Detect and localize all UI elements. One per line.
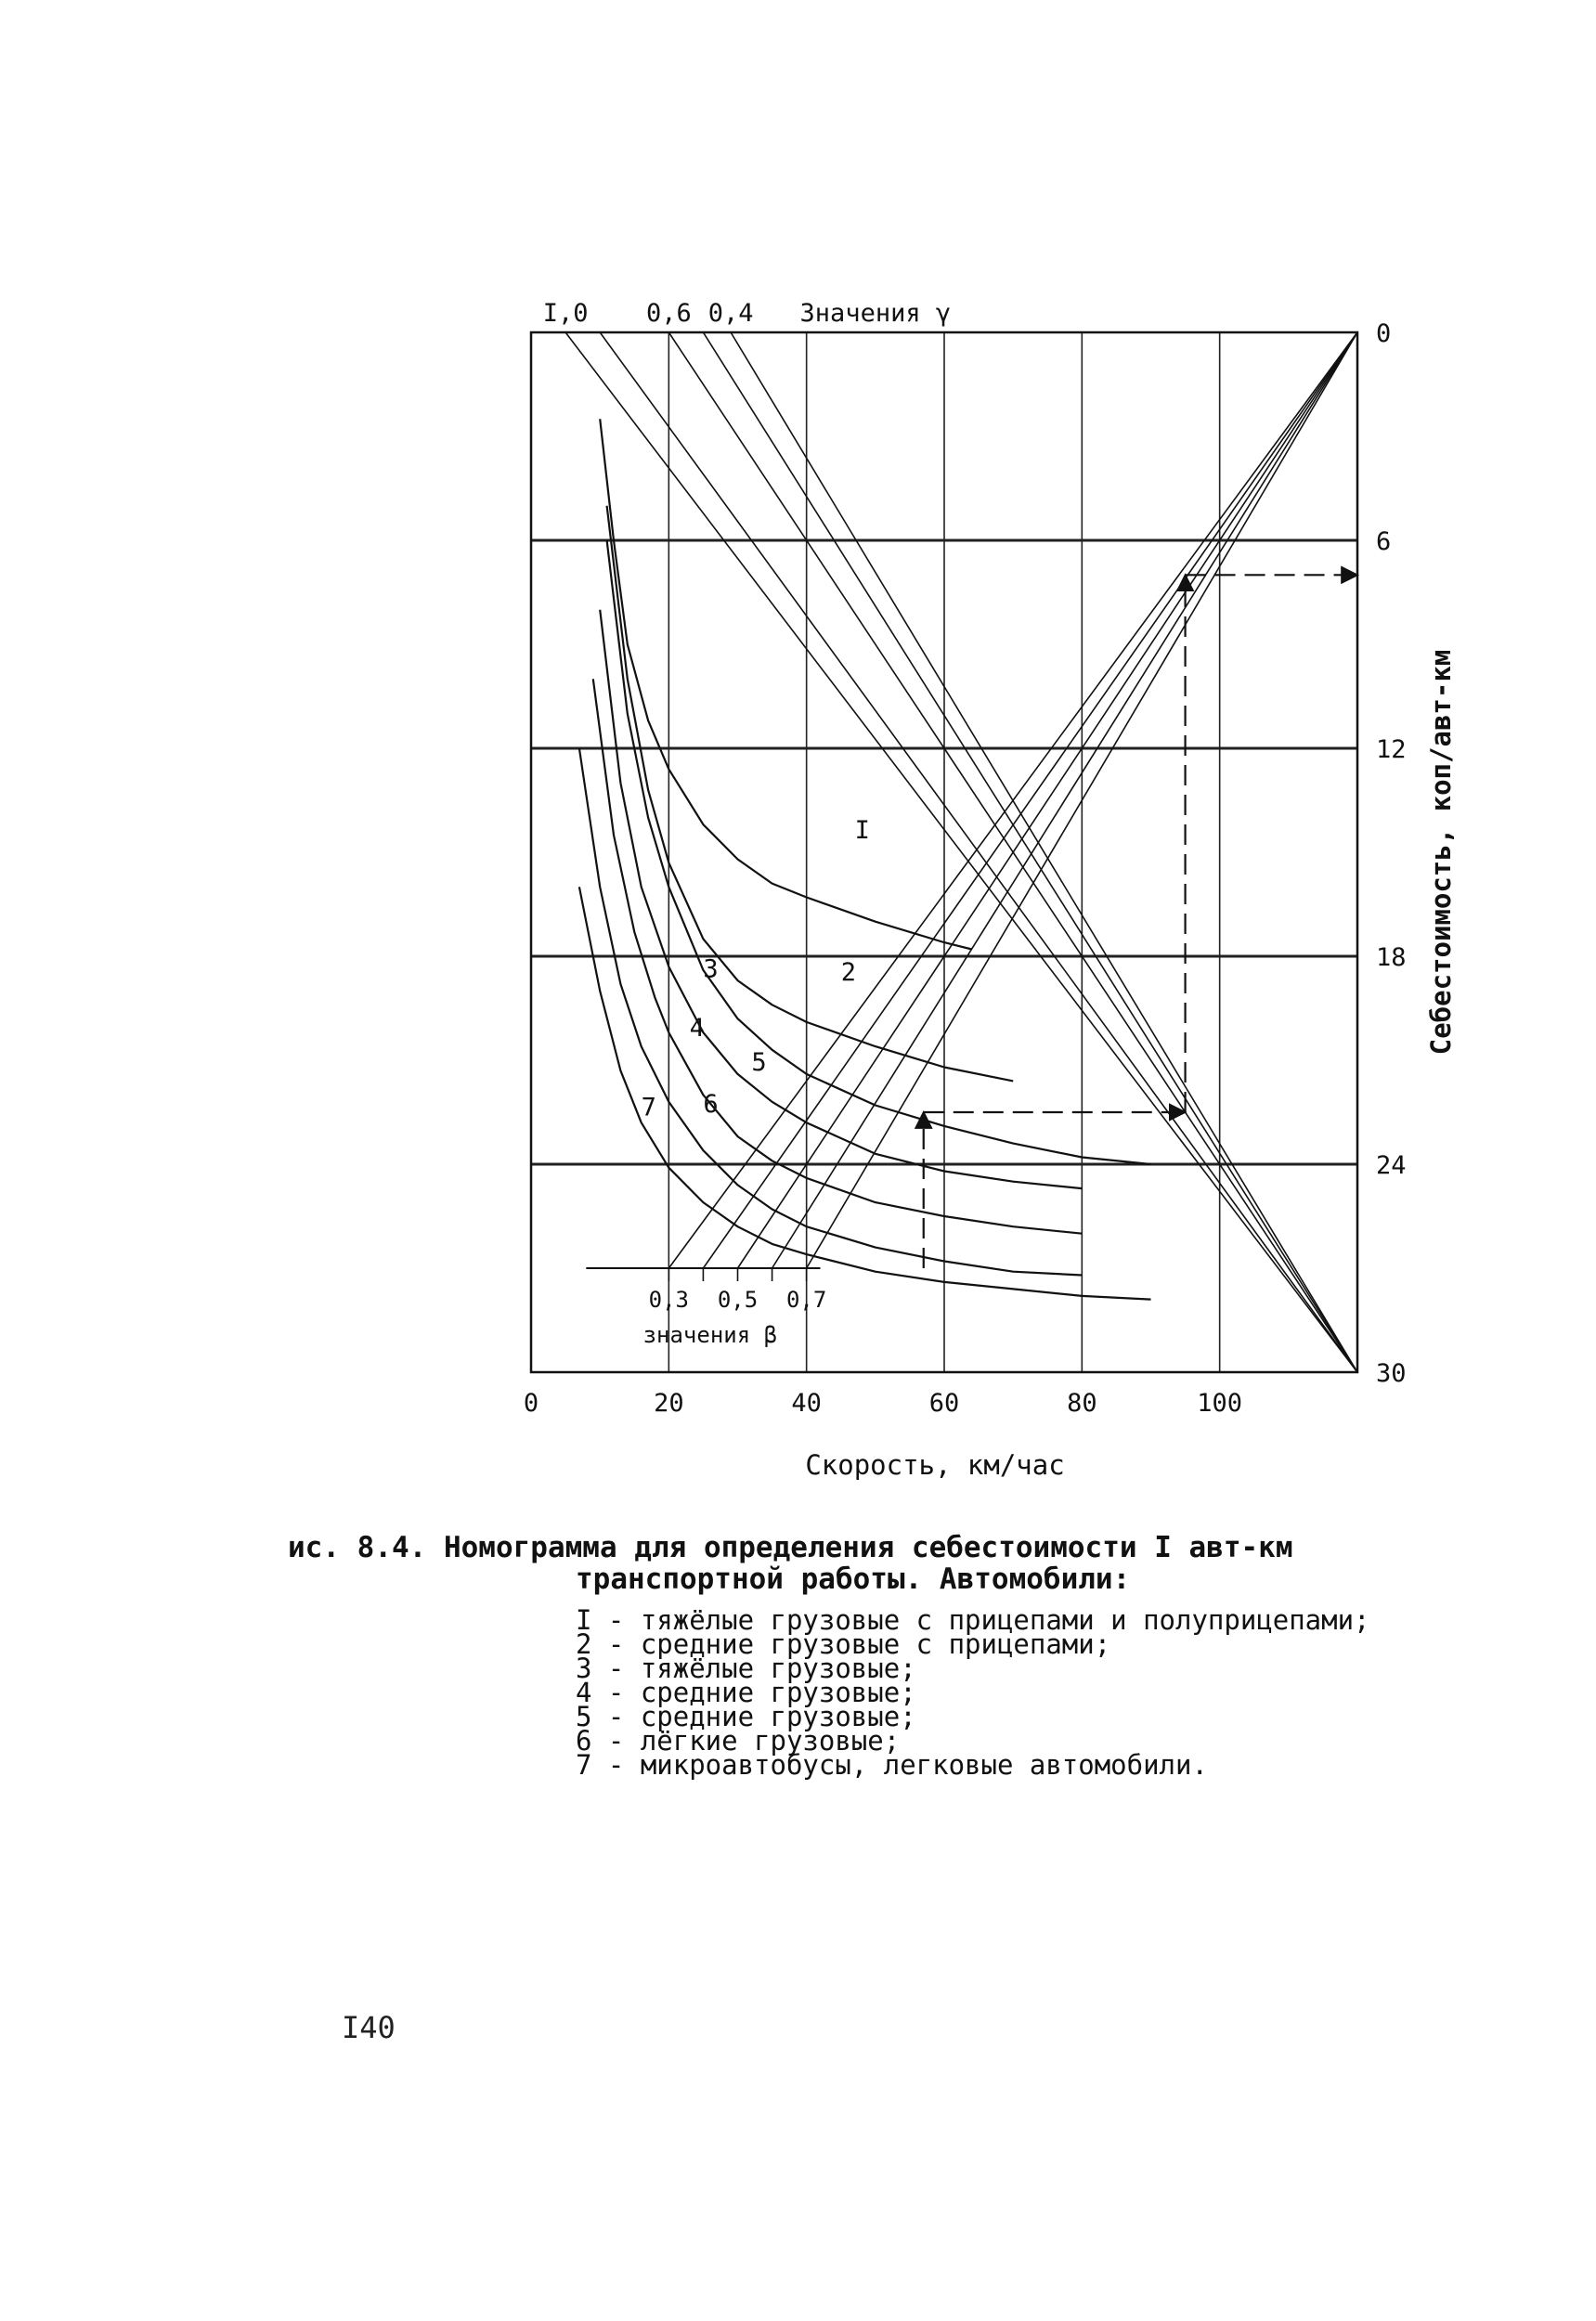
beta-line (738, 332, 1358, 1268)
nomogram-lines (565, 332, 1357, 1372)
y-tick-label: 6 (1376, 527, 1392, 556)
x-tick-label: 80 (1067, 1389, 1097, 1418)
beta-line (703, 332, 1357, 1268)
x-tick-label: 60 (928, 1389, 960, 1418)
curve-label-3: 3 (703, 954, 719, 984)
figure-caption (288, 1531, 1551, 1781)
legend-item: 2 - средние грузовые с прицепами; (576, 1628, 1111, 1660)
caption-legend-list (576, 1604, 1551, 1781)
curve-label-2: 2 (840, 958, 857, 988)
curve-label-6: 6 (703, 1090, 719, 1119)
beta-scale-label: 0,7 (785, 1287, 827, 1313)
series-curve-6 (579, 748, 1082, 1276)
legend-item: 6 - лёгкие грузовые; (576, 1725, 901, 1757)
y-axis-title: Себестоимость, коп/авт-км (1425, 649, 1457, 1056)
beta-line (668, 332, 1357, 1268)
x-tick-label: 20 (654, 1389, 684, 1418)
gamma-line (731, 332, 1357, 1372)
series-curve-3 (607, 540, 1151, 1164)
gamma-line (600, 332, 1357, 1372)
y-tick-label: 24 (1376, 1151, 1407, 1180)
y-tick-label: 0 (1376, 319, 1392, 348)
gamma-scale-title: Значения γ (799, 299, 952, 328)
beta-scale-label: 0,5 (717, 1287, 759, 1313)
figure-label: ис. 8.4. (288, 1531, 427, 1564)
caption-title-line1: Номограмма для определения себестоимости I авт-км (443, 1531, 1293, 1564)
y-tick-label: 18 (1376, 943, 1407, 972)
x-tick-label: 100 (1197, 1389, 1243, 1418)
curve-label-7: 7 (641, 1093, 656, 1122)
legend-item: 7 - микроавтобусы, легковые автомобили. (576, 1749, 1208, 1781)
beta-line (772, 332, 1357, 1268)
series-curve-I (600, 419, 971, 949)
gamma-scale-label: I,0 (542, 299, 589, 328)
page-number: I40 (342, 2010, 396, 2045)
legend-item: 3 - тяжёлые грузовые; (576, 1653, 916, 1684)
x-tick-label: 40 (791, 1389, 822, 1418)
gamma-scale-label: 0,4 (707, 299, 754, 328)
gamma-line (565, 332, 1357, 1372)
caption-title-line2: транспортной работы. Автомобили: (576, 1562, 1131, 1596)
curve-label-I: I (854, 816, 870, 846)
series-curve-2 (607, 506, 1014, 1082)
beta-scale-title: значения β (642, 1322, 778, 1348)
curve-label-4: 4 (689, 1013, 705, 1043)
legend-item: 5 - средние грузовые; (576, 1701, 916, 1732)
legend-item: 4 - средние грузовые; (576, 1677, 916, 1708)
series-curve-4 (600, 610, 1082, 1188)
y-tick-label: 12 (1376, 735, 1407, 764)
legend-item: I - тяжёлые грузовые с прицепами и полуприцепами; (576, 1604, 1370, 1636)
curve-label-5: 5 (751, 1048, 767, 1078)
y-tick-label: 30 (1376, 1359, 1407, 1388)
gamma-scale-label: 0,6 (645, 299, 692, 328)
beta-scale-label: 0,3 (648, 1287, 690, 1313)
x-tick-label: 0 (523, 1389, 539, 1418)
x-axis-title: Скорость, км/час (805, 1449, 1065, 1481)
